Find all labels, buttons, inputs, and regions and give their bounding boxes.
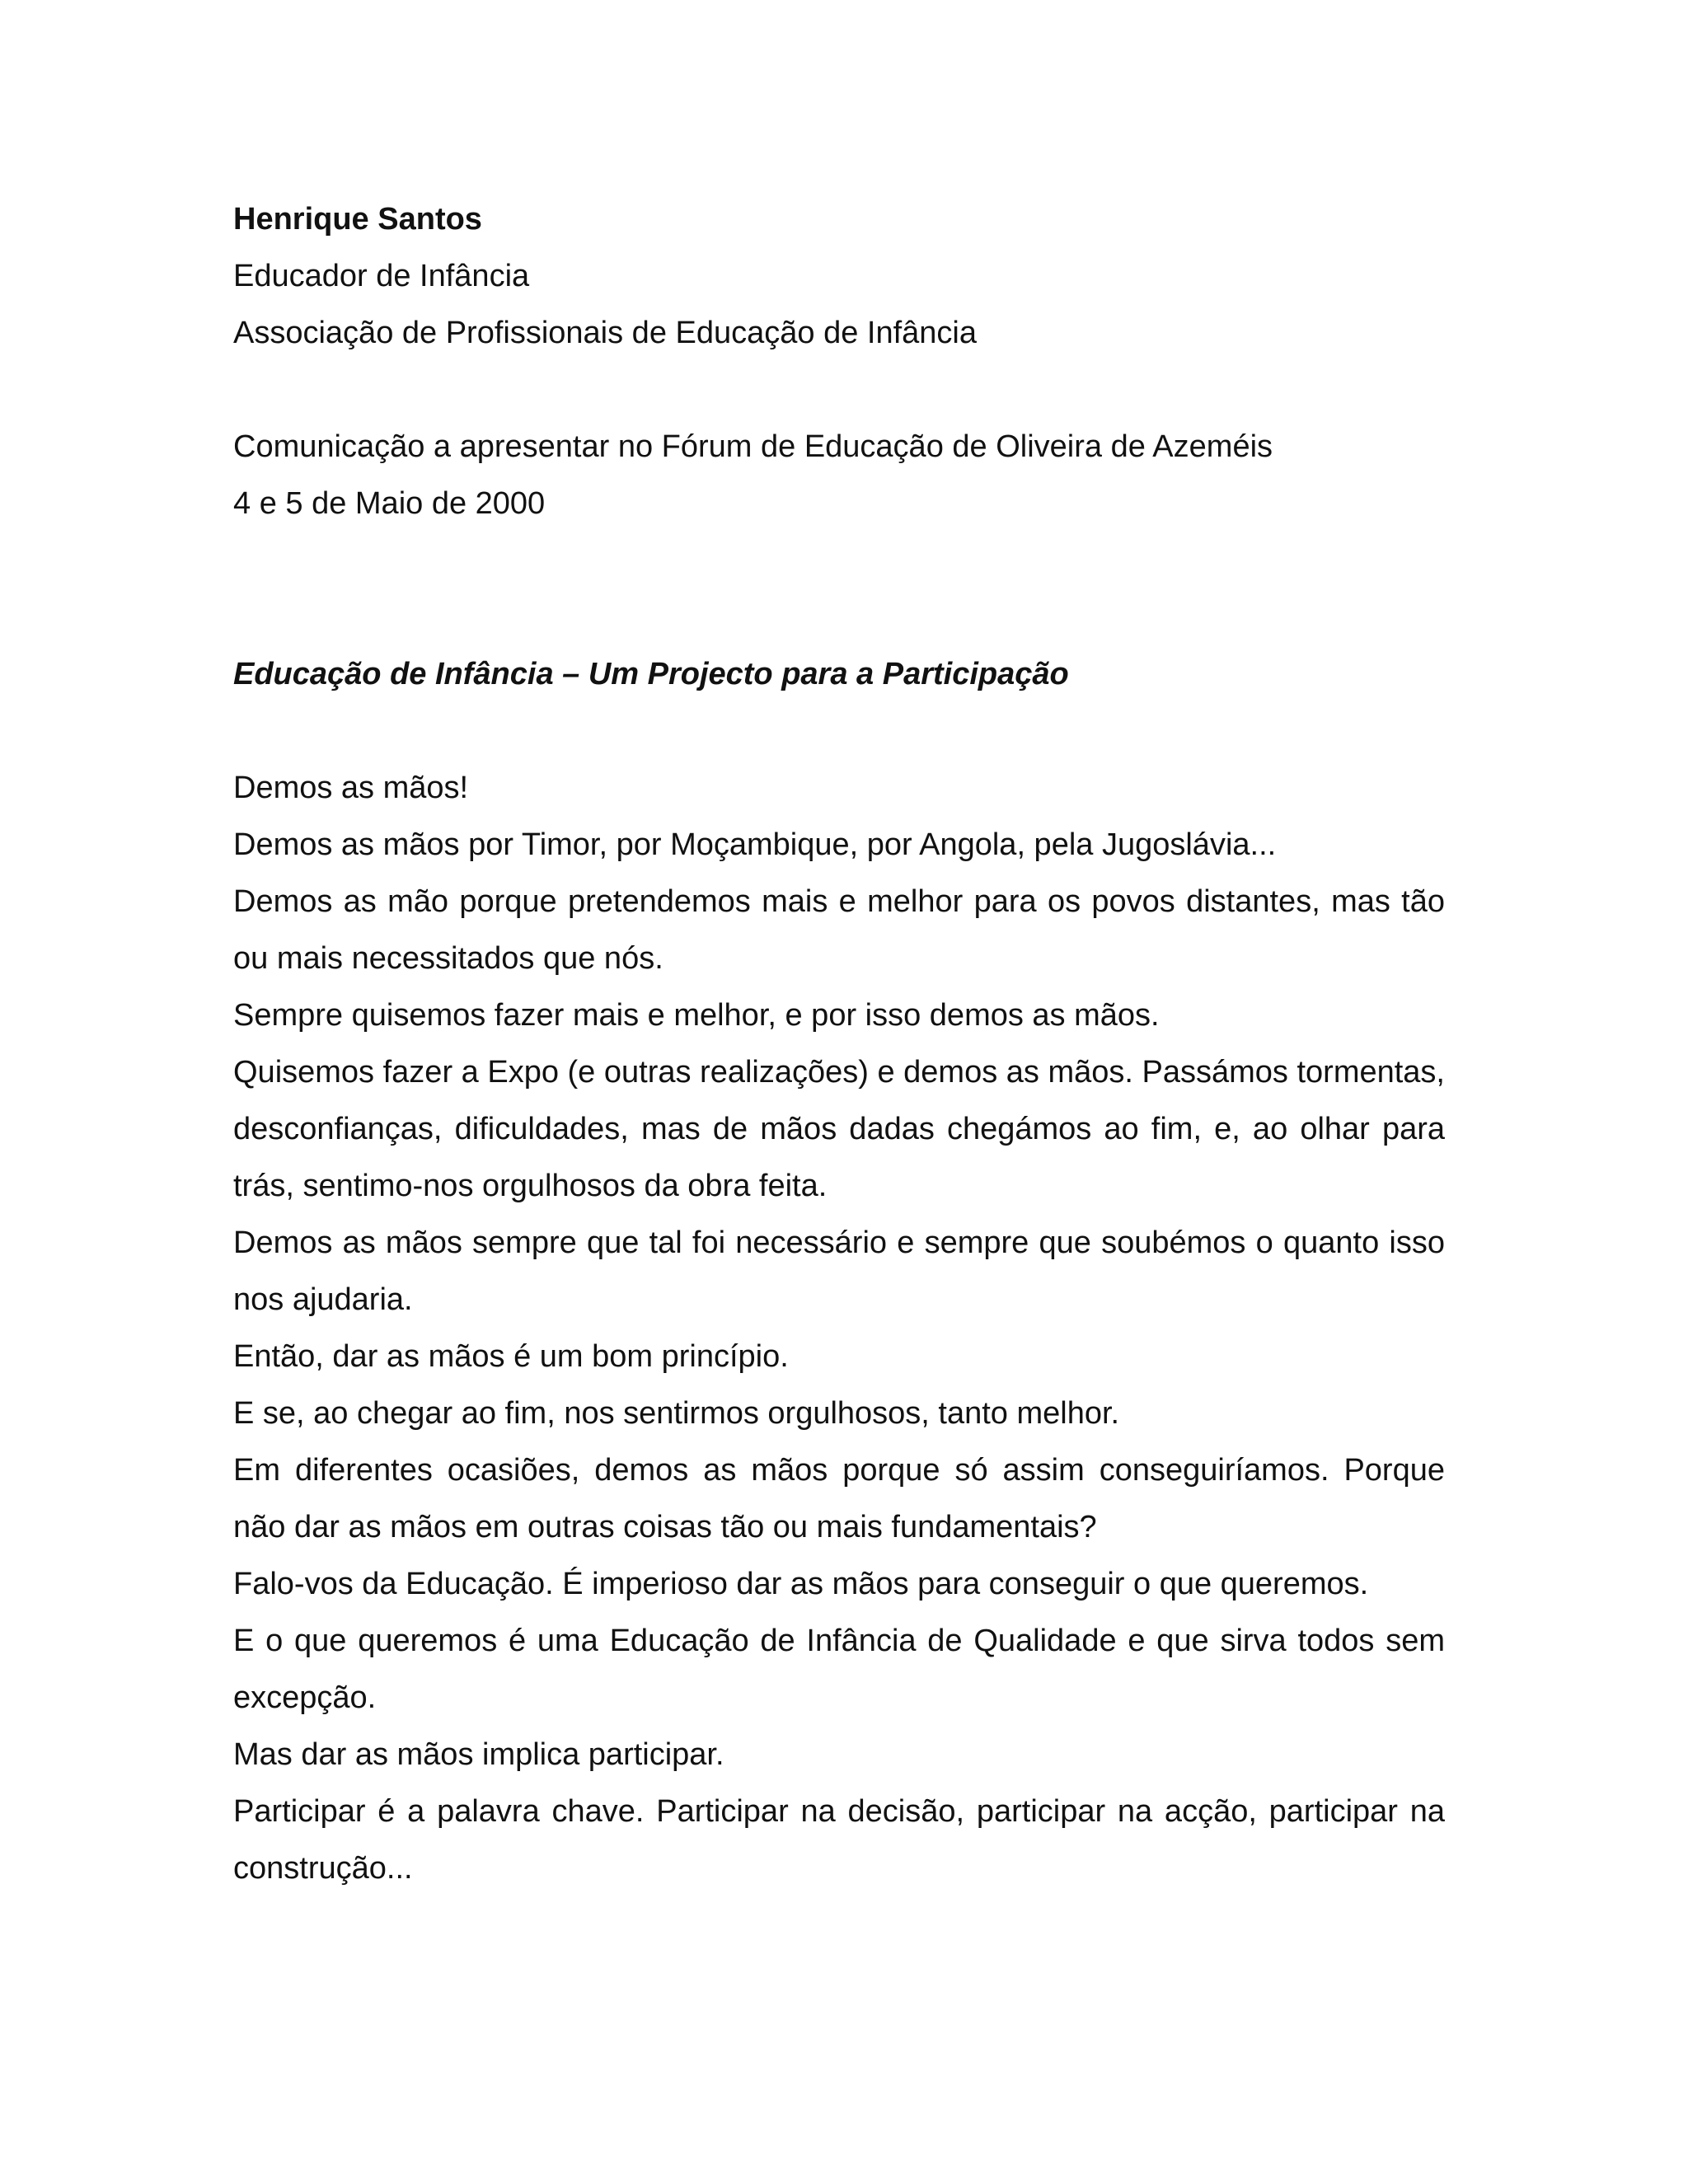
spacer <box>233 532 1445 646</box>
paragraph: Em diferentes ocasiões, demos as mãos porque só assim conseguiríamos. Porque não dar as mãos em outras coisas tão ou mais fundamentais? <box>233 1453 1445 1544</box>
body-text <box>233 760 1445 1897</box>
event-description: Comunicação a apresentar no Fórum de Educação de Oliveira de Azeméis <box>233 429 1273 464</box>
paragraph: Demos as mãos por Timor, por Moçambique, por Angola, pela Jugoslávia... <box>233 827 1277 862</box>
author-role: Educador de Infância <box>233 259 530 293</box>
event-date: 4 e 5 de Maio de 2000 <box>233 486 546 521</box>
paragraph: Demos as mão porque pretendemos mais e melhor para os povos distantes, mas tão ou mais necessitados que nós. <box>233 884 1445 976</box>
paragraph: Quisemos fazer a Expo (e outras realizações) e demos as mãos. Passámos tormentas, desconfianças, dificuldades, mas de mãos dadas chegámos ao fim, e, ao olhar para trás, sentimo-nos orgulhosos da obra feita. <box>233 1055 1445 1203</box>
paragraph: Então, dar as mãos é um bom princípio. <box>233 1339 789 1374</box>
paragraph: E se, ao chegar ao fim, nos sentirmos orgulhosos, tanto melhor. <box>233 1396 1120 1431</box>
paragraph: E o que queremos é uma Educação de Infância de Qualidade e que sirva todos sem excepção. <box>233 1624 1445 1715</box>
spacer <box>233 703 1445 760</box>
author-organization: Associação de Profissionais de Educação de Infância <box>233 316 977 350</box>
paragraph: Participar é a palavra chave. Participar na decisão, participar na acção, participar na construção... <box>233 1794 1445 1886</box>
document-title: Educação de Infância – Um Projecto para a Participação <box>233 657 1069 691</box>
paragraph: Falo-vos da Educação. É imperioso dar as mãos para conseguir o que queremos. <box>233 1567 1369 1601</box>
paragraph: Sempre quisemos fazer mais e melhor, e por isso demos as mãos. <box>233 998 1160 1033</box>
paragraph: Demos as mãos! <box>233 771 469 805</box>
paragraph: Demos as mãos sempre que tal foi necessário e sempre que soubémos o quanto isso nos ajudaria. <box>233 1226 1445 1317</box>
spacer <box>233 362 1445 419</box>
document-page <box>233 191 1445 1897</box>
author-name: Henrique Santos <box>233 202 482 237</box>
paragraph: Mas dar as mãos implica participar. <box>233 1737 724 1772</box>
